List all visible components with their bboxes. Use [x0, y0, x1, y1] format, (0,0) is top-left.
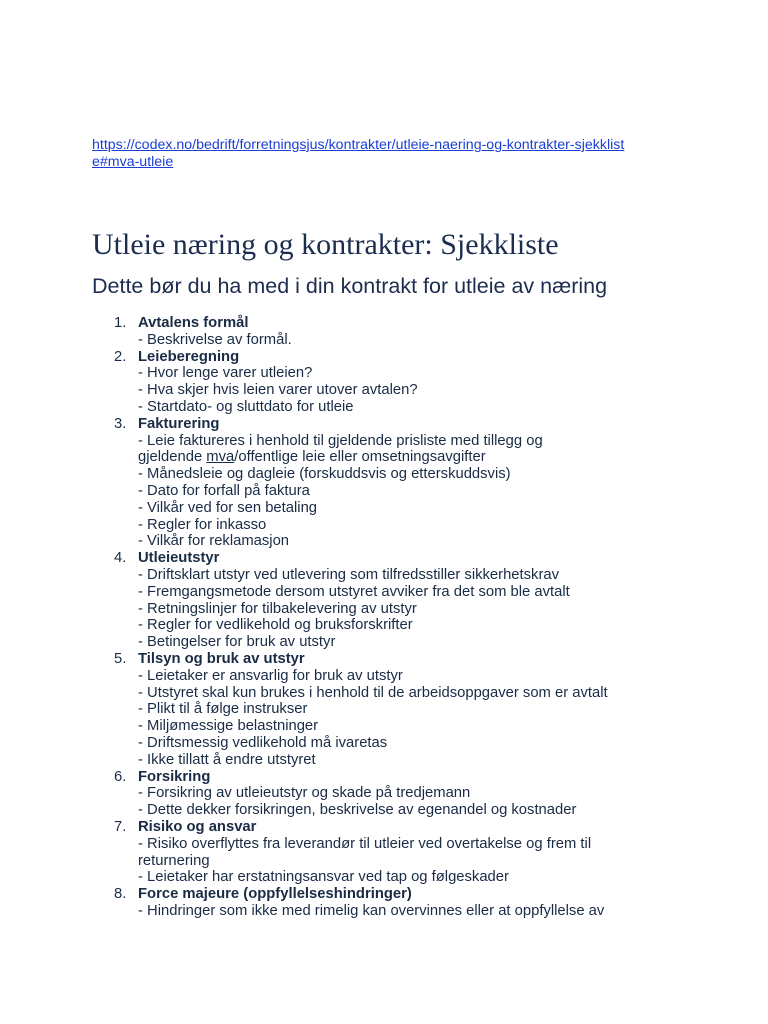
checklist-point: - Betingelser for bruk av utstyr [138, 634, 336, 651]
checklist-point: - Miljømessige belastninger [138, 718, 319, 735]
checklist-section [92, 819, 732, 886]
checklist-point: - Vilkår ved for sen betaling [138, 499, 318, 516]
section-heading: Risiko og ansvar [138, 818, 257, 835]
checklist-section [92, 416, 732, 550]
section-number: 3. [114, 415, 127, 432]
document-page [92, 137, 732, 920]
checklist-point: returnering [138, 852, 210, 869]
section-number: 7. [114, 818, 127, 835]
checklist-section [92, 651, 732, 769]
section-heading: Tilsyn og bruk av utstyr [138, 650, 305, 667]
section-heading: Forsikring [138, 768, 211, 785]
checklist-point: - Leietaker er ansvarlig for bruk av utstyr [138, 667, 403, 684]
section-number: 5. [114, 650, 127, 667]
checklist-section [92, 349, 732, 416]
section-number: 8. [114, 886, 127, 903]
section-number: 1. [114, 315, 127, 331]
checklist-point: - Hva skjer hvis leien varer utover avtalen? [138, 382, 418, 399]
section-number: 2. [114, 348, 127, 365]
checklist-point: - Plikt til å følge instrukser [138, 701, 308, 718]
checklist-point: - Driftsmessig vedlikehold må ivaretas [138, 734, 388, 751]
checklist-point: gjeldende mva/offentlige leie eller omsetningsavgifter [138, 449, 486, 466]
checklist-point: - Retningslinjer for tilbakelevering av utstyr [138, 600, 417, 617]
checklist-point: - Forsikring av utleieutstyr og skade på tredjemann [138, 785, 471, 802]
checklist-section [92, 315, 732, 349]
section-heading: Leieberegning [138, 348, 240, 365]
source-link[interactable]: https://codex.no/bedrift/forretningsjus/kontrakter/utleie-naering-og-kontrakter-sjekkliste#mva-utleie [92, 137, 625, 170]
checklist-point: - Dato for forfall på faktura [138, 482, 310, 499]
checklist-point: - Startdato- og sluttdato for utleie [138, 398, 354, 415]
checklist-point: - Vilkår for reklamasjon [138, 533, 290, 550]
checklist-point: - Utstyret skal kun brukes i henhold til de arbeidsoppgaver som er avtalt [138, 684, 608, 701]
checklist-section [92, 550, 732, 651]
checklist-point: - Leie faktureres i henhold til gjeldende prisliste med tillegg og [138, 432, 543, 449]
checklist-point: - Hindringer som ikke med rimelig kan overvinnes eller at oppfyllelse av [138, 902, 605, 919]
checklist-point: - Risiko overflyttes fra leverandør til utleier ved overtakelse og frem til [138, 835, 592, 852]
checklist-point: - Regler for inkasso [138, 516, 267, 533]
checklist-point: - Fremgangsmetode dersom utstyret avviker fra det som ble avtalt [138, 583, 570, 600]
checklist-point: - Månedsleie og dagleie (forskuddsvis og etterskuddsvis) [138, 466, 511, 483]
mva-link[interactable]: mva [206, 449, 235, 466]
section-heading: Fakturering [138, 415, 220, 432]
checklist [92, 315, 732, 920]
checklist-point: - Leietaker har erstatningsansvar ved tap og følgeskader [138, 869, 509, 886]
checklist-point: - Driftsklart utstyr ved utlevering som tilfredsstiller sikkerhetskrav [138, 566, 559, 583]
checklist-section [92, 769, 732, 819]
checklist-point: - Beskrivelse av formål. [138, 331, 292, 348]
checklist-point: - Ikke tillatt å endre utstyret [138, 751, 316, 768]
section-heading: Force majeure (oppfyllelseshindringer) [138, 886, 412, 903]
section-heading: Utleieutstyr [138, 550, 220, 567]
document-subtitle: Dette bør du ha med i din kontrakt for utleie av næring [92, 274, 608, 298]
section-number: 6. [114, 768, 127, 785]
section-heading: Avtalens formål [138, 315, 249, 331]
section-number: 4. [114, 550, 127, 567]
checklist-point: - Regler for vedlikehold og bruksforskrifter [138, 617, 413, 634]
checklist-point: - Hvor lenge varer utleien? [138, 365, 313, 382]
checklist-point: - Dette dekker forsikringen, beskrivelse av egenandel og kostnader [138, 802, 577, 819]
document-title: Utleie næring og kontrakter: Sjekkliste [92, 228, 559, 261]
checklist-section [92, 886, 732, 920]
